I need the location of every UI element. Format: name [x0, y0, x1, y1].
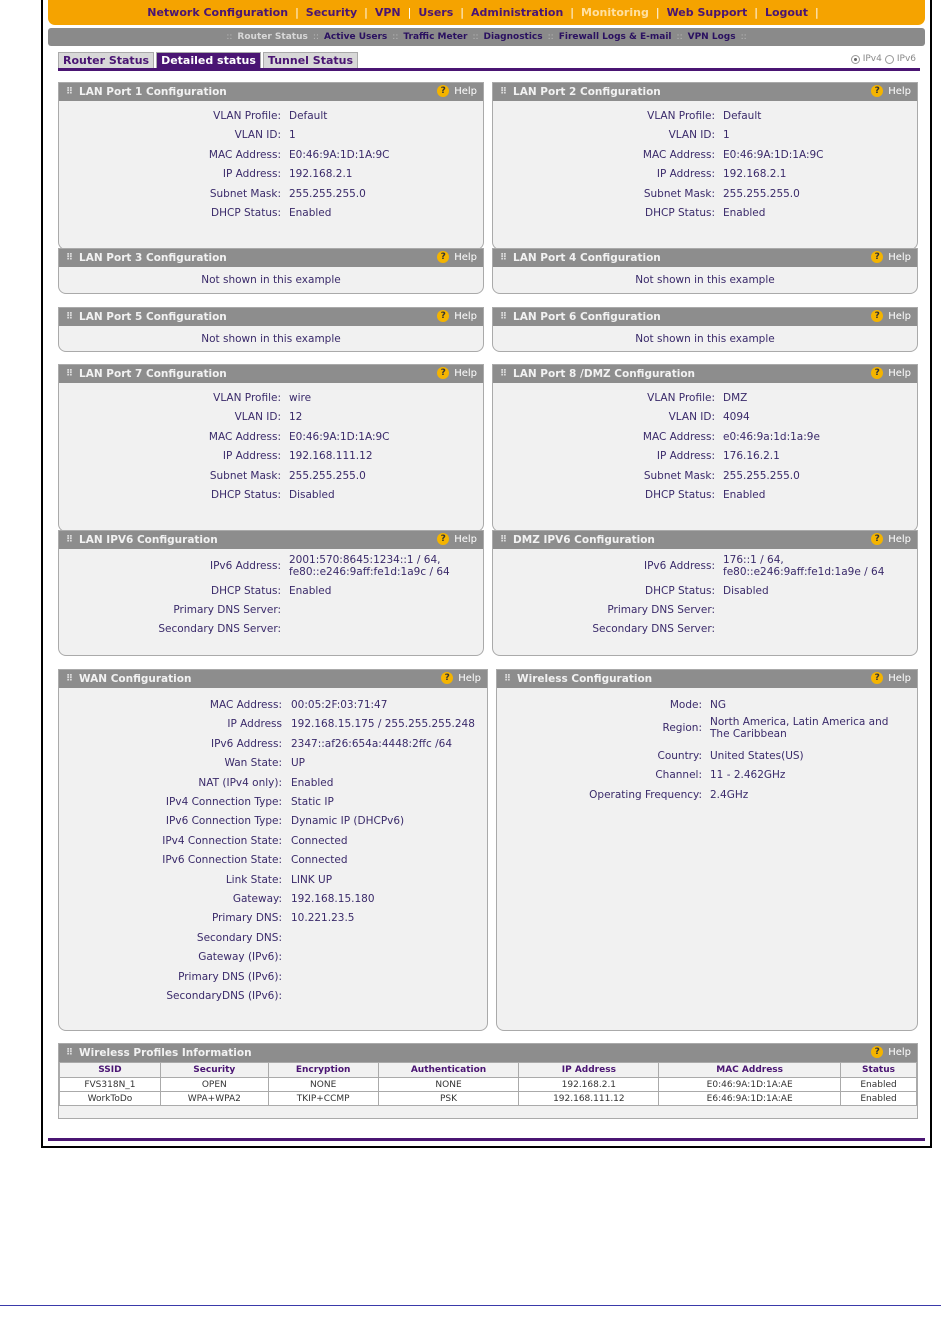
panel-lan-p5	[58, 307, 484, 352]
tab-tunnel-status[interactable]: Tunnel Status	[263, 52, 358, 68]
field-label: IP Address:	[222, 168, 281, 181]
field-label: VLAN ID:	[668, 129, 715, 142]
panel-lan-p1-help[interactable]	[437, 85, 477, 97]
field-value: 192.168.2.1	[723, 168, 787, 181]
nav-separator: |	[570, 6, 575, 19]
panel-lan-p4-title: LAN Port 4 Configuration	[513, 252, 661, 264]
nav-web-support[interactable]: Web Support	[666, 6, 748, 19]
table-cell: PSK	[378, 1092, 519, 1106]
panel-wireless-profiles-title: Wireless Profiles Information	[79, 1047, 252, 1059]
field-value: United States(US)	[710, 750, 804, 762]
panel-lan-p6-help[interactable]	[871, 310, 911, 322]
table-cell: NONE	[268, 1078, 378, 1092]
panel-lan-p5-help[interactable]	[437, 310, 477, 322]
panel-ipv6-dmz-header	[493, 531, 917, 549]
region-line1: North America, Latin America and	[710, 716, 889, 728]
field-label: Country:	[657, 750, 702, 762]
grip-icon: ⠿	[500, 369, 508, 379]
field-value: 10.221.23.5	[291, 912, 355, 925]
field-label: VLAN Profile:	[647, 392, 715, 404]
nav-separator: |	[295, 6, 299, 19]
table-cell: 192.168.111.12	[519, 1092, 659, 1106]
field-label: VLAN ID:	[668, 411, 715, 424]
field-value: 255.255.255.0	[723, 469, 800, 482]
column-header: Authentication	[378, 1063, 519, 1078]
field-label: IPv6 Address:	[209, 560, 281, 572]
field-value: 1	[723, 129, 730, 142]
field-label: Primary DNS (IPv6):	[178, 970, 282, 983]
table-row	[60, 1092, 917, 1106]
help-label[interactable]: Help	[458, 672, 481, 684]
grip-icon: ⠿	[500, 253, 508, 263]
panel-ipv6-lan	[58, 530, 484, 656]
panel-lan-p3-header	[59, 249, 483, 267]
field-value: 1	[289, 129, 296, 142]
field-label: MAC Address:	[642, 430, 715, 443]
ip-version-selector	[851, 54, 916, 64]
field-value: 00:05:2F:03:71:47	[291, 699, 388, 711]
field-label: IPv6 Connection Type:	[165, 815, 282, 828]
field-value: Enabled	[723, 207, 766, 219]
help-label[interactable]: Help	[888, 672, 911, 684]
ipv6-address-line1: 2001:570:8645:1234::1 / 64,	[289, 554, 441, 566]
panel-lan-p2-help[interactable]	[871, 85, 911, 97]
field-label: DHCP Status:	[645, 207, 715, 219]
grip-icon: ⠿	[66, 1048, 74, 1058]
panel-lan-p7-help[interactable]	[437, 367, 477, 379]
table-cell: 192.168.2.1	[519, 1078, 659, 1092]
help-label[interactable]: Help	[454, 533, 477, 545]
panel-lan-p6-title: LAN Port 6 Configuration	[513, 311, 661, 323]
field-value: E0:46:9A:1D:1A:9C	[723, 148, 824, 161]
help-label[interactable]: Help	[888, 367, 911, 379]
help-icon[interactable]: ?	[871, 251, 883, 263]
nav-users[interactable]: Users	[418, 6, 454, 19]
not-shown-note: Not shown in this example	[635, 333, 775, 345]
field-value: 2347::af26:654a:4448:2ffc /64	[291, 737, 453, 750]
grip-icon: ⠿	[66, 253, 74, 263]
field-label: MAC Address:	[642, 148, 715, 161]
panel-lan-p1-header	[59, 83, 483, 101]
field-label: DHCP Status:	[211, 207, 281, 219]
help-label[interactable]: Help	[454, 367, 477, 379]
panel-wan-title: WAN Configuration	[79, 673, 192, 685]
field-label: IPv4 Connection Type:	[165, 796, 282, 808]
field-value: 255.255.255.0	[289, 469, 366, 482]
panel-lan-p4-header	[493, 249, 917, 267]
region-line2: The Caribbean	[710, 728, 787, 740]
field-label: Subnet Mask:	[209, 187, 281, 200]
subnav-separator: ::	[676, 32, 683, 42]
panel-wan-header	[59, 670, 487, 688]
help-label[interactable]: Help	[454, 310, 477, 322]
subnav-separator: ::	[472, 32, 479, 42]
help-icon[interactable]: ?	[437, 533, 449, 545]
panel-lan-p8-header	[493, 365, 917, 383]
panel-ipv6-dmz	[492, 530, 918, 656]
field-label: Channel:	[655, 769, 702, 781]
field-value: Connected	[291, 854, 348, 867]
nav-administration[interactable]: Administration	[471, 6, 564, 19]
panel-lan-p4-help[interactable]	[871, 251, 911, 263]
field-value: Enabled	[289, 207, 332, 219]
panel-ipv6-lan-title: LAN IPV6 Configuration	[79, 534, 218, 546]
nav-logout[interactable]: Logout	[764, 6, 809, 19]
field-label: Secondary DNS Server:	[158, 623, 281, 635]
field-value: 192.168.15.175 / 255.255.255.248	[291, 718, 475, 731]
field-value: 4094	[723, 411, 750, 424]
bottom-divider	[48, 1138, 925, 1141]
column-header: Status	[841, 1063, 917, 1078]
panel-lan-p8-help[interactable]	[871, 367, 911, 379]
field-label: IP Address:	[656, 450, 715, 463]
router-frame	[41, 0, 932, 1148]
nav-separator: |	[460, 6, 464, 19]
field-value: Disabled	[289, 489, 335, 501]
grip-icon: ⠿	[504, 674, 512, 684]
field-value: Enabled	[723, 489, 766, 501]
field-label: Secondary DNS:	[196, 931, 282, 944]
table-cell: NONE	[378, 1078, 519, 1092]
field-label: Link State:	[225, 873, 282, 886]
table-cell: Enabled	[841, 1092, 917, 1106]
subnav-diagnostics[interactable]: Diagnostics	[483, 32, 543, 42]
field-value: E0:46:9A:1D:1A:9C	[289, 148, 390, 161]
grip-icon: ⠿	[66, 87, 74, 97]
field-label: Subnet Mask:	[643, 469, 715, 482]
not-shown-note: Not shown in this example	[635, 274, 775, 286]
grip-icon: ⠿	[500, 535, 508, 545]
panel-lan-p5-header	[59, 308, 483, 326]
not-shown-note: Not shown in this example	[201, 274, 341, 286]
field-value: 192.168.2.1	[289, 168, 353, 181]
field-value: 176.16.2.1	[723, 450, 780, 463]
panel-wireless-profiles	[58, 1043, 918, 1119]
field-value: UP	[291, 757, 306, 770]
panel-ipv6-dmz-help[interactable]	[871, 533, 911, 545]
column-header: Encryption	[268, 1063, 378, 1078]
help-label[interactable]: Help	[888, 251, 911, 263]
grip-icon: ⠿	[66, 535, 74, 545]
sub-navigation	[48, 28, 925, 46]
subnav-separator: ::	[740, 32, 747, 42]
subnav-separator: ::	[312, 32, 319, 42]
panel-lan-p7	[58, 364, 484, 532]
field-label: Secondary DNS Server:	[592, 623, 715, 635]
nav-separator: |	[407, 6, 412, 19]
column-header: Security	[160, 1063, 268, 1078]
field-label: IP Address:	[222, 450, 281, 463]
field-label: Gateway (IPv6):	[198, 951, 282, 964]
grip-icon: ⠿	[500, 312, 508, 322]
field-label: DHCP Status:	[211, 489, 281, 501]
table-cell: FVS318N_1	[60, 1078, 161, 1092]
table-header-row	[60, 1063, 917, 1078]
field-value: wire	[289, 392, 312, 404]
help-label[interactable]: Help	[454, 85, 477, 97]
page-footer-line	[0, 1305, 941, 1306]
table-cell: E0:46:9A:1D:1A:AE	[659, 1078, 841, 1092]
field-label: IPv6 Address:	[643, 560, 715, 572]
column-header: SSID	[60, 1063, 161, 1078]
panel-wireless-header	[497, 670, 917, 688]
help-label[interactable]: Help	[888, 85, 911, 97]
field-label: IPv4 Connection State:	[162, 834, 282, 847]
help-icon[interactable]: ?	[871, 672, 883, 684]
subnav-firewall-logs-e-mail[interactable]: Firewall Logs & E-mail	[558, 32, 672, 42]
field-value: Default	[723, 110, 762, 122]
help-icon[interactable]: ?	[871, 533, 883, 545]
column-header: IP Address	[519, 1063, 659, 1078]
field-label: Region:	[662, 722, 702, 734]
ipv6-address-line2: fe80::e246:9aff:fe1d:1a9e / 64	[723, 566, 885, 578]
field-value: Static IP	[291, 796, 334, 808]
help-label[interactable]: Help	[888, 533, 911, 545]
help-icon[interactable]: ?	[871, 367, 883, 379]
field-label: Mode:	[669, 699, 702, 711]
grip-icon: ⠿	[66, 369, 74, 379]
help-icon[interactable]: ?	[871, 1046, 883, 1058]
not-shown-note: Not shown in this example	[201, 333, 341, 345]
field-value: Default	[289, 110, 328, 122]
panel-wireless-profiles-header	[59, 1044, 917, 1062]
help-icon[interactable]: ?	[437, 310, 449, 322]
panel-wireless-profiles-help[interactable]	[871, 1046, 911, 1058]
panel-ipv6-lan-help[interactable]	[437, 533, 477, 545]
help-icon[interactable]: ?	[437, 367, 449, 379]
table-cell: OPEN	[160, 1078, 268, 1092]
subnav-separator: ::	[226, 32, 233, 42]
panel-ipv6-lan-header	[59, 531, 483, 549]
field-value: 2.4GHz	[710, 789, 749, 801]
panel-lan-p2	[492, 82, 918, 250]
panel-lan-p6-header	[493, 308, 917, 326]
field-value: LINK UP	[291, 873, 333, 886]
help-icon[interactable]: ?	[437, 85, 449, 97]
column-header: MAC Address	[659, 1063, 841, 1078]
table-cell: WorkToDo	[60, 1092, 161, 1106]
field-label: VLAN Profile:	[647, 110, 715, 122]
panel-lan-p3-title: LAN Port 3 Configuration	[79, 252, 227, 264]
subnav-separator: ::	[392, 32, 399, 42]
table-cell: Enabled	[841, 1078, 917, 1092]
panel-lan-p1	[58, 82, 484, 250]
grip-icon: ⠿	[500, 87, 508, 97]
panel-lan-p3-help[interactable]	[437, 251, 477, 263]
field-value: 192.168.111.12	[289, 450, 373, 463]
field-label: IPv6 Connection State:	[162, 854, 282, 867]
panel-lan-p7-title: LAN Port 7 Configuration	[79, 368, 227, 380]
nav-vpn[interactable]: VPN	[374, 6, 401, 19]
status-tabs	[58, 52, 358, 68]
field-label: Operating Frequency:	[589, 789, 702, 801]
field-label: Primary DNS Server:	[173, 604, 281, 616]
help-icon[interactable]: ?	[437, 251, 449, 263]
field-label: Subnet Mask:	[643, 187, 715, 200]
nav-separator: |	[815, 6, 819, 19]
field-value: e0:46:9a:1d:1a:9e	[723, 430, 820, 443]
field-value: Disabled	[723, 585, 769, 597]
field-label: VLAN Profile:	[213, 110, 281, 122]
subnav-traffic-meter[interactable]: Traffic Meter	[403, 32, 468, 42]
field-label: IP Address:	[656, 168, 715, 181]
field-label: VLAN Profile:	[213, 392, 281, 404]
panel-lan-p4	[492, 248, 918, 294]
panel-wan	[58, 669, 488, 1031]
field-label: Primary DNS:	[211, 912, 282, 925]
panel-ipv6-dmz-title: DMZ IPV6 Configuration	[513, 534, 655, 546]
field-value: 12	[289, 411, 303, 424]
table-row	[60, 1078, 917, 1092]
help-label[interactable]: Help	[888, 1046, 911, 1058]
table-cell: TKIP+CCMP	[268, 1092, 378, 1106]
panel-lan-p6	[492, 307, 918, 352]
ipv6-radio[interactable]	[885, 55, 894, 64]
field-label: NAT (IPv4 only):	[198, 776, 282, 789]
panel-wireless-title: Wireless Configuration	[517, 673, 653, 685]
field-value: Enabled	[289, 585, 332, 597]
field-label: Subnet Mask:	[209, 469, 281, 482]
panel-wireless-help[interactable]	[871, 672, 911, 684]
field-value: Dynamic IP (DHCPv6)	[291, 815, 405, 828]
field-label: DHCP Status:	[211, 585, 281, 597]
ipv6-address-line1: 176::1 / 64,	[723, 554, 784, 566]
field-label: VLAN ID:	[234, 129, 281, 142]
panel-lan-p2-header	[493, 83, 917, 101]
tab-detailed-status[interactable]: Detailed status	[156, 52, 261, 68]
table-cell: WPA+WPA2	[160, 1092, 268, 1106]
tab-router-status[interactable]: Router Status	[58, 52, 154, 68]
ipv4-radio[interactable]	[851, 55, 860, 64]
panel-lan-p8-title: LAN Port 8 /DMZ Configuration	[513, 368, 696, 380]
nav-security[interactable]: Security	[305, 6, 358, 19]
grip-icon: ⠿	[66, 674, 74, 684]
help-icon[interactable]: ?	[871, 310, 883, 322]
field-label: Primary DNS Server:	[607, 604, 715, 616]
field-value: 255.255.255.0	[723, 187, 800, 200]
nav-separator: |	[655, 6, 660, 19]
panel-wan-help[interactable]	[441, 672, 481, 684]
subnav-router-status[interactable]: Router Status	[237, 32, 308, 42]
ipv6-label: IPv6	[896, 54, 916, 64]
panel-lan-p2-title: LAN Port 2 Configuration	[513, 86, 661, 98]
nav-separator: |	[754, 6, 758, 19]
ipv4-label: IPv4	[862, 54, 882, 64]
help-icon[interactable]: ?	[871, 85, 883, 97]
field-label: DHCP Status:	[645, 585, 715, 597]
subnav-separator: ::	[547, 32, 554, 42]
ipv6-address-line2: fe80::e246:9aff:fe1d:1a9c / 64	[289, 566, 450, 578]
field-value: Connected	[291, 834, 348, 847]
field-label: Wan State:	[224, 757, 282, 770]
field-value: 192.168.15.180	[291, 893, 375, 905]
field-label: MAC Address:	[208, 430, 281, 443]
panel-lan-p1-title: LAN Port 1 Configuration	[79, 86, 227, 98]
panel-lan-p3	[58, 248, 484, 294]
field-value: E0:46:9A:1D:1A:9C	[289, 430, 390, 443]
field-label: DHCP Status:	[645, 489, 715, 501]
panel-lan-p8	[492, 364, 918, 532]
panel-lan-p5-title: LAN Port 5 Configuration	[79, 311, 227, 323]
subnav-active-users[interactable]: Active Users	[323, 32, 388, 42]
wireless-profiles-table	[59, 1062, 917, 1106]
field-label: MAC Address:	[209, 699, 282, 711]
field-label: Gateway:	[232, 893, 282, 905]
field-value: DMZ	[723, 392, 748, 404]
nav-network-configuration[interactable]: Network Configuration	[147, 6, 289, 19]
table-cell: E6:46:9A:1D:1A:AE	[659, 1092, 841, 1106]
grip-icon: ⠿	[66, 312, 74, 322]
field-value: NG	[710, 699, 726, 711]
field-label: VLAN ID:	[234, 411, 281, 424]
tab-underline	[58, 68, 920, 71]
field-value: 255.255.255.0	[289, 187, 366, 200]
panel-lan-p7-header	[59, 365, 483, 383]
field-label: IP Address	[227, 718, 282, 731]
field-value: 11 - 2.462GHz	[710, 769, 786, 781]
nav-monitoring[interactable]: Monitoring	[581, 6, 649, 19]
field-label: MAC Address:	[208, 148, 281, 161]
help-icon[interactable]: ?	[441, 672, 453, 684]
field-label: IPv6 Address:	[210, 737, 282, 750]
help-label[interactable]: Help	[454, 251, 477, 263]
help-label[interactable]: Help	[888, 310, 911, 322]
subnav-vpn-logs[interactable]: VPN Logs	[687, 32, 736, 42]
top-navigation	[48, 0, 925, 25]
panel-wireless	[496, 669, 918, 1031]
field-value: Enabled	[291, 776, 334, 789]
field-label: SecondaryDNS (IPv6):	[166, 990, 282, 1002]
nav-separator: |	[364, 6, 368, 19]
